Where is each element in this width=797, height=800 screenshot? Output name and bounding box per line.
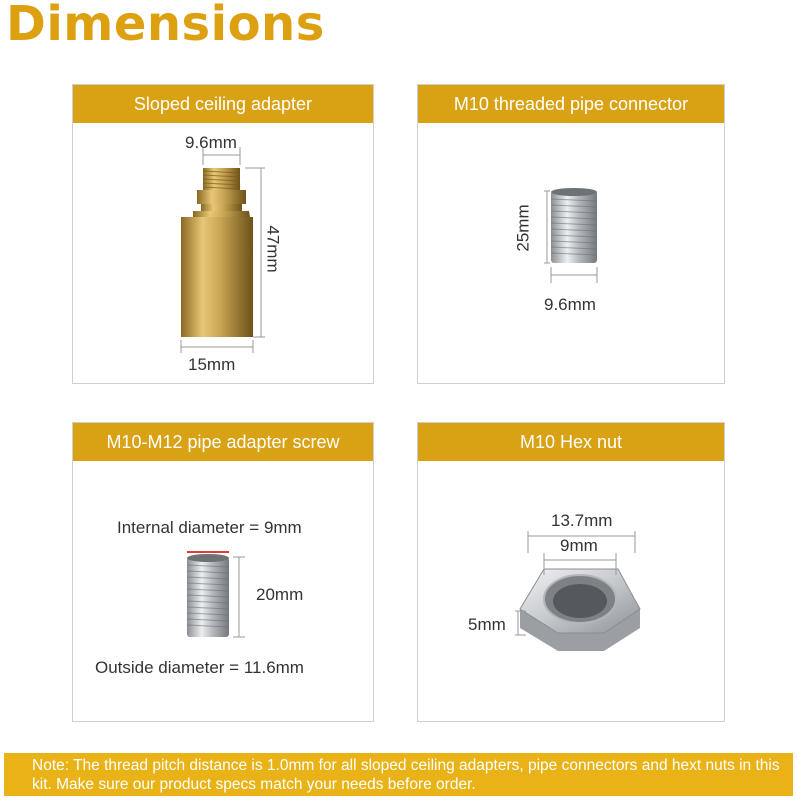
sloped-adapter-image	[73, 85, 373, 383]
inner-diameter-label: 9mm	[560, 536, 598, 555]
internal-diameter-label: Internal diameter = 9mm	[117, 518, 302, 537]
outer-width-label: 13.7mm	[551, 511, 613, 530]
page-title: Dimensions	[6, 0, 325, 52]
card-hex-nut	[417, 422, 725, 722]
top-width-label: 9.6mm	[185, 133, 237, 152]
outside-diameter-label: Outside diameter = 11.6mm	[95, 658, 304, 677]
length-label: 47mm	[263, 225, 283, 273]
card-sloped-ceiling-adapter	[72, 84, 374, 384]
card-adapter-screw	[72, 422, 374, 722]
thread-pitch-note: Note: The thread pitch distance is 1.0mm for all sloped ceiling adapters, pipe connectors and hext nuts in this kit. Make sure our product specs match your needs before order.	[4, 753, 793, 796]
card-header: M10 threaded pipe connector	[418, 85, 724, 123]
card-header: Sloped ceiling adapter	[73, 85, 373, 123]
pipe-connector-image	[418, 85, 724, 383]
bottom-width-label: 15mm	[188, 355, 236, 374]
length-label: 20mm	[256, 585, 304, 604]
card-header: M10-M12 pipe adapter screw	[73, 423, 373, 461]
length-label: 25mm	[513, 204, 533, 252]
hex-nut-image	[418, 423, 724, 721]
card-header: M10 Hex nut	[418, 423, 724, 461]
card-pipe-connector	[417, 84, 725, 384]
thickness-label: 5mm	[468, 615, 506, 634]
width-label: 9.6mm	[544, 295, 596, 314]
